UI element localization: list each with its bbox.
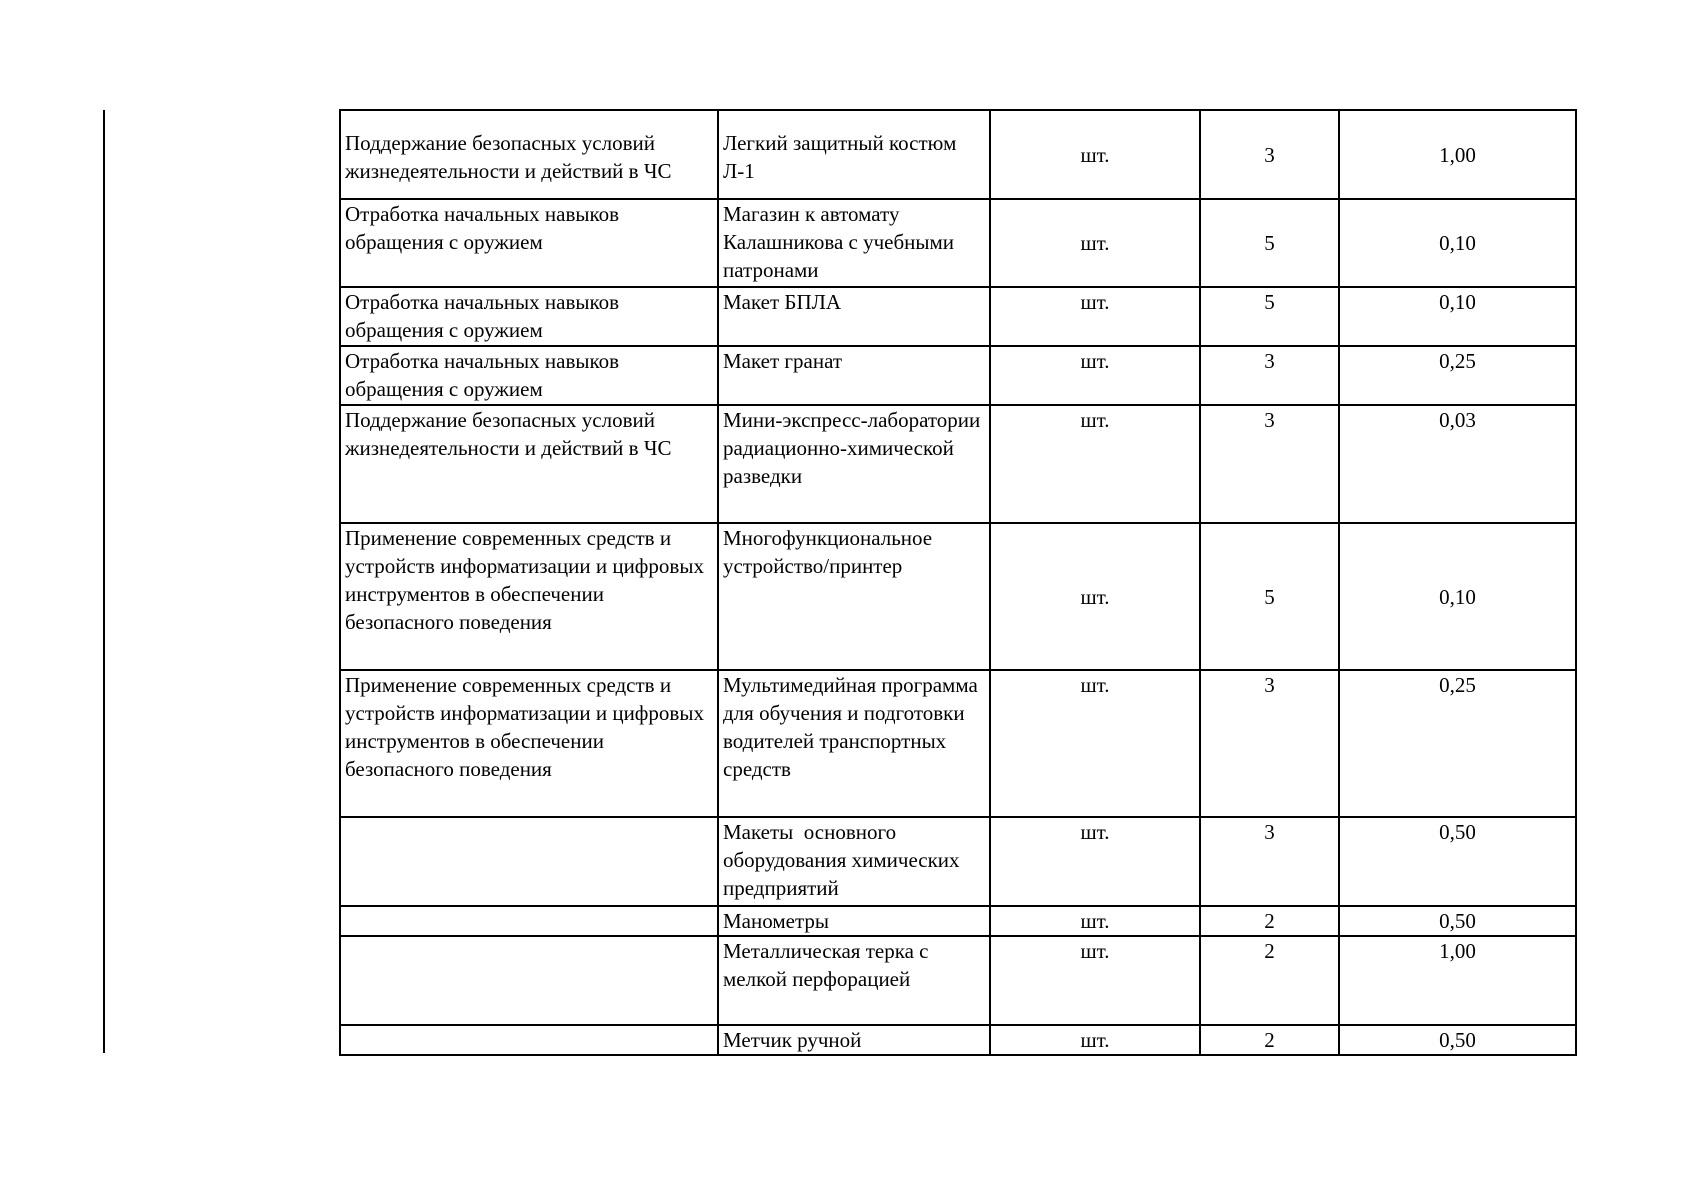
quantity-cell: 3 bbox=[1200, 110, 1339, 199]
unit-cell: шт. bbox=[990, 110, 1200, 199]
purpose-cell: Поддержание безопасных условий жизнедеятельности и действий в ЧС bbox=[340, 110, 718, 199]
unit-cell: шт. bbox=[990, 906, 1200, 936]
unit-cell: шт. bbox=[990, 670, 1200, 817]
coefficient-cell: 0,10 bbox=[1339, 199, 1576, 287]
item-cell: Мини-экспресс-лаборатории радиационно-химической разведки bbox=[718, 405, 990, 523]
purpose-cell bbox=[340, 1025, 718, 1055]
table-row bbox=[340, 287, 1576, 346]
quantity-cell: 2 bbox=[1200, 936, 1339, 1025]
purpose-cell: Поддержание безопасных условий жизнедеятельности и действий в ЧС bbox=[340, 405, 718, 523]
table-row bbox=[340, 199, 1576, 287]
item-cell: Мультимедийная программа для обучения и подготовки водителей транспортных средств bbox=[718, 670, 990, 817]
table-row bbox=[340, 1025, 1576, 1055]
item-cell: Манометры bbox=[718, 906, 990, 936]
quantity-cell: 3 bbox=[1200, 346, 1339, 405]
unit-cell: шт. bbox=[990, 346, 1200, 405]
unit-cell: шт. bbox=[990, 817, 1200, 906]
purpose-cell bbox=[340, 936, 718, 1025]
table-row bbox=[340, 405, 1576, 523]
quantity-cell: 5 bbox=[1200, 199, 1339, 287]
purpose-cell: Отработка начальных навыков обращения с оружием bbox=[340, 346, 718, 405]
unit-cell: шт. bbox=[990, 199, 1200, 287]
unit-cell: шт. bbox=[990, 936, 1200, 1025]
table-row bbox=[340, 670, 1576, 817]
purpose-cell: Применение современных средств и устройств информатизации и цифровых инструментов в обеспечении безопасного поведения bbox=[340, 523, 718, 670]
item-cell: Метчик ручной bbox=[718, 1025, 990, 1055]
item-cell: Макет БПЛА bbox=[718, 287, 990, 346]
item-cell: Макеты основного оборудования химических предприятий bbox=[718, 817, 990, 906]
purpose-cell bbox=[340, 906, 718, 936]
item-cell: Многофункциональное устройство/принтер bbox=[718, 523, 990, 670]
coefficient-cell: 0,25 bbox=[1339, 670, 1576, 817]
quantity-cell: 3 bbox=[1200, 405, 1339, 523]
purpose-cell: Отработка начальных навыков обращения с оружием bbox=[340, 199, 718, 287]
coefficient-cell: 0,10 bbox=[1339, 287, 1576, 346]
item-cell: Легкий защитный костюм Л-1 bbox=[718, 110, 990, 199]
unit-cell: шт. bbox=[990, 287, 1200, 346]
quantity-cell: 2 bbox=[1200, 1025, 1339, 1055]
table-row bbox=[340, 346, 1576, 405]
quantity-cell: 3 bbox=[1200, 670, 1339, 817]
item-cell: Макет гранат bbox=[718, 346, 990, 405]
coefficient-cell: 0,50 bbox=[1339, 906, 1576, 936]
page-margin-line bbox=[103, 110, 105, 1053]
equipment-table bbox=[339, 109, 1577, 1056]
coefficient-cell: 0,50 bbox=[1339, 817, 1576, 906]
coefficient-cell: 0,50 bbox=[1339, 1025, 1576, 1055]
unit-cell: шт. bbox=[990, 523, 1200, 670]
purpose-cell: Отработка начальных навыков обращения с оружием bbox=[340, 287, 718, 346]
quantity-cell: 3 bbox=[1200, 817, 1339, 906]
quantity-cell: 5 bbox=[1200, 523, 1339, 670]
table-row bbox=[340, 817, 1576, 906]
table-row bbox=[340, 523, 1576, 670]
coefficient-cell: 0,10 bbox=[1339, 523, 1576, 670]
unit-cell: шт. bbox=[990, 405, 1200, 523]
quantity-cell: 5 bbox=[1200, 287, 1339, 346]
unit-cell: шт. bbox=[990, 1025, 1200, 1055]
coefficient-cell: 0,03 bbox=[1339, 405, 1576, 523]
coefficient-cell: 1,00 bbox=[1339, 936, 1576, 1025]
table-row bbox=[340, 936, 1576, 1025]
purpose-cell: Применение современных средств и устройств информатизации и цифровых инструментов в обеспечении безопасного поведения bbox=[340, 670, 718, 817]
coefficient-cell: 1,00 bbox=[1339, 110, 1576, 199]
item-cell: Магазин к автомату Калашникова с учебными патронами bbox=[718, 199, 990, 287]
table-row bbox=[340, 906, 1576, 936]
table-row bbox=[340, 110, 1576, 199]
coefficient-cell: 0,25 bbox=[1339, 346, 1576, 405]
item-cell: Металлическая терка с мелкой перфорацией bbox=[718, 936, 990, 1025]
quantity-cell: 2 bbox=[1200, 906, 1339, 936]
purpose-cell bbox=[340, 817, 718, 906]
